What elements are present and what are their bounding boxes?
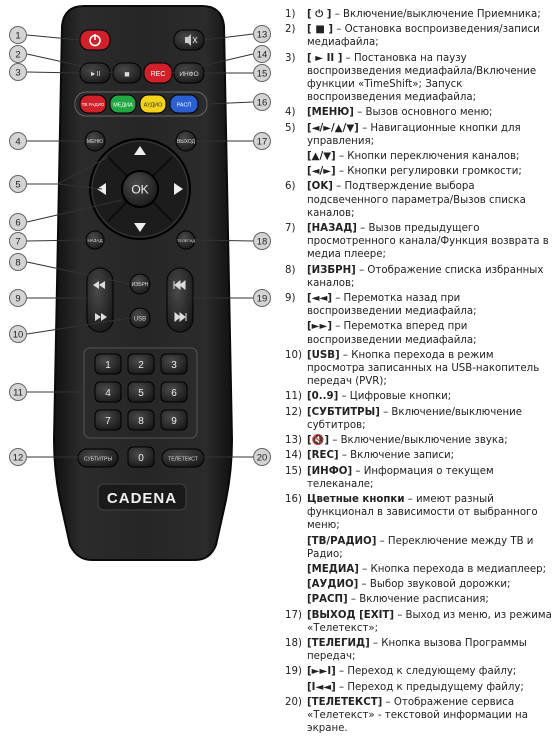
legend-key: [◄/►/▲/▼] [307,122,359,134]
legend-text: – Вызов предыдущего просмотренного канала/Функция возврата в медиа плеере; [307,223,549,261]
legend-item [285,390,553,403]
legend-body [307,264,553,290]
rec-label: REC [150,71,166,78]
legend-body [307,151,519,162]
callout-12 [10,449,27,466]
legend-subitem [285,320,553,346]
legend-text: – Кнопки регулировки громкости; [335,166,522,178]
callout-label: 14 [256,49,268,61]
teleguide-button[interactable] [177,231,195,249]
legend-text: – Включение расписания; [347,594,489,606]
legend-item [285,406,553,432]
legend-text: – Постановка на паузу воспроизведения медиафайла/Включение функции «TimeShift»; Запуск воспроизведения медиафайла; [307,52,537,104]
favorites-label: ИЗБРН [131,282,149,288]
legend-body [307,579,510,590]
legend-key: [ ■ ] [307,24,334,36]
legend-key: Цветные кнопки [307,493,405,505]
legend-number: 19) [285,666,302,678]
callout-label: 13 [256,29,268,41]
legend-number: 6) [285,181,296,193]
legend-number: 1) [285,9,296,20]
legend-item [285,696,553,736]
legend-body [307,52,553,105]
media-label: МЕДИА [113,102,133,109]
legend-number: 11) [285,391,302,403]
callout-17 [254,133,271,150]
legend-text: – Кнопка вызова Программы передач; [307,637,527,663]
legend-number: 15) [285,465,302,477]
legend-key: [🔇] [307,435,329,447]
legend-body [307,465,553,491]
legend-item [285,493,553,533]
legend-body [307,594,489,605]
rasp-label: РАСП [176,102,192,109]
legend-text: – Переход к следующему файлу; [335,666,517,678]
legend-subitem [285,150,553,163]
legend-body [307,222,553,262]
legend-subitem [285,165,553,178]
legend-text: – Переключение между ТВ и Радио; [307,535,534,560]
legend-key: [ТВ/РАДИО] [307,535,377,547]
legend-number: 14) [285,450,302,462]
legend-body [307,406,553,432]
legend-text: – Перемотка назад при воспроизведении медиафайла; [307,293,477,318]
legend-number: 4) [285,107,296,119]
numeric-keypad [95,354,187,430]
callout-label: 5 [15,179,21,191]
digit-2-label: 2 [138,360,144,371]
callout-2 [10,46,27,63]
stop-button[interactable] [113,63,141,83]
legend-item [285,8,553,21]
usb-label: USB [133,316,147,323]
digit-5-button[interactable] [128,382,154,402]
favorites-button[interactable] [130,274,150,294]
ok-label: OK [131,182,149,197]
legend-item [285,292,553,318]
legend-text: – имеют разный функционал в зависимости от выбранного меню; [307,493,538,532]
back-label: НАЗАД [87,238,103,243]
legend-key: [I◄◄] [307,681,336,693]
legend-text: – Навигационные кнопки для управления; [307,122,521,147]
legend-subitem [285,593,553,606]
callout-11 [10,384,27,401]
digit-4-button[interactable] [95,382,121,402]
legend-text: – Отображение сервиса «Телетекст» - текстовой информации на экране. [307,696,528,735]
callout-label: 4 [15,136,21,148]
legend-item [285,637,553,663]
legend-number: 20) [285,696,302,708]
power-button[interactable] [80,30,110,50]
legend-body [307,390,553,403]
legend-text: – Информация о текущем телеканале; [307,465,494,490]
digit-4-label: 4 [105,388,111,399]
legend-key: [РАСП] [307,594,348,606]
legend-key: [◄/►] [307,166,336,178]
media-button[interactable] [110,95,136,113]
callout-label: 10 [12,329,24,341]
legend-subitem [285,535,553,561]
info-button[interactable] [174,63,204,83]
legend-subitem [285,578,553,591]
legend-subitem [285,681,553,694]
legend-key: [►►I] [307,666,336,678]
legend-key: [◄◄] [307,293,332,305]
digit-6-button[interactable] [161,382,187,402]
legend-number: 5) [285,122,296,134]
legend-body [307,292,553,318]
legend-body [307,536,533,560]
legend-item [285,349,553,389]
audio-button[interactable] [140,95,166,113]
legend-key: [ТЕЛЕГИД] [307,637,370,649]
legend-number: 12) [285,406,302,418]
callout-19 [254,290,271,307]
legend-text: – Кнопки переключения каналов; [335,151,520,163]
legend-key: [▲/▼] [307,151,336,163]
callout-label: 19 [256,293,268,305]
digit-7-label: 7 [105,416,111,427]
legend-text: – Переход к предыдущему файлу; [335,681,524,693]
callout-label: 8 [15,257,21,269]
brand-logo-text: CADENA [106,490,178,507]
legend-number: 17) [285,609,302,621]
callout-20 [254,449,271,466]
legend-key: [АУДИО] [307,579,359,591]
legend-body [307,23,553,49]
legend-number: 8) [285,264,296,276]
legend-item [285,122,553,148]
legend-text: – Цифровые кнопки; [338,391,452,403]
tv-radio-button[interactable] [80,95,106,113]
digit-1-button[interactable] [95,354,121,374]
legend-key: [USB] [307,349,340,361]
legend-body [307,349,553,389]
digit-8-button[interactable] [128,410,154,430]
audio-label: АУДИО [143,102,163,109]
legend-number: 18) [285,637,302,649]
legend-text: – Включение/выключение Приемника; [331,9,541,20]
legend-body [307,682,524,693]
callout-1 [10,27,27,44]
legend-text: – Выход из меню, из режима «Телетекст»; [307,609,552,634]
legend-item [285,465,553,491]
legend-key: [ ► II ] [307,52,343,64]
callout-label: 1 [15,30,21,42]
legend-body [307,8,553,21]
info-label: ИНФО [179,71,199,78]
legend-text: – Вызов основного меню; [353,107,493,119]
legend-text: – Включение записи; [338,450,455,462]
legend-key: [ИЗБРН] [307,264,356,276]
mute-button[interactable] [174,30,204,50]
legend-item [285,106,553,119]
callout-3 [10,64,27,81]
legend-text: – Кнопка перехода в медиаплеер; [358,563,547,575]
callout-5 [10,176,27,193]
teletext-button[interactable] [162,449,204,467]
callout-9 [10,290,27,307]
digit-9-button[interactable] [161,410,187,430]
legend-key: [СУБТИТРЫ] [307,406,380,418]
legend-body [307,321,477,345]
legend-text: – Кнопка перехода в режим просмотра записанных на USB-накопитель передач (PVR); [307,349,540,388]
exit-button[interactable] [176,131,196,151]
legend [285,8,553,737]
back-button[interactable] [86,231,104,249]
legend-item [285,23,553,49]
callout-15 [254,65,271,82]
legend-key: [ИНФО] [307,465,353,477]
menu-label: МЕНЮ [86,139,104,145]
legend-key: [ ⏻ ] [307,9,332,20]
legend-key: [REC] [307,450,339,462]
legend-body [307,106,553,119]
legend-item [285,449,553,462]
legend-key: [НАЗАД] [307,223,357,235]
callout-16 [254,94,271,111]
callout-8 [10,254,27,271]
callout-label: 11 [13,387,23,399]
callout-10 [10,326,27,343]
subtitles-button[interactable] [78,449,118,467]
legend-body [307,180,553,220]
teleguide-label: ТЕЛЕГИД [176,238,196,243]
callout-label: 3 [15,67,21,79]
legend-body [307,564,546,575]
brand-logo [98,484,186,510]
legend-key: [МЕДИА] [307,563,359,575]
legend-text: – Отображение списка избранных каналов; [307,264,544,289]
callout-label: 2 [15,49,21,61]
digit-9-label: 9 [171,416,177,427]
legend-item [285,222,553,262]
rasp-button[interactable] [170,95,198,113]
tv-radio-label: ТВ РАДИО [81,102,105,107]
legend-body [307,609,553,635]
legend-body [307,122,553,148]
legend-item [285,264,553,290]
callout-7 [10,233,27,250]
legend-text: – Выбор звуковой дорожки; [358,579,511,591]
legend-key: [ТЕЛЕТЕКСТ] [307,696,383,708]
callout-label: 6 [15,217,21,229]
play-pause-label: ►II [89,71,101,78]
digit-0-label: 0 [138,453,144,464]
legend-number: 13) [285,435,302,447]
legend-item [285,665,553,678]
subtitles-label: СУБТИТРЫ [83,456,113,463]
play-pause-button[interactable] [80,63,110,83]
legend-body [307,166,522,177]
digit-1-label: 1 [105,360,111,371]
legend-text: – Перемотка вперед при воспроизведении медиафайла; [307,321,477,346]
legend-body [307,637,553,663]
digit-8-label: 8 [138,416,144,427]
legend-number: 10) [285,349,302,361]
digit-6-label: 6 [171,388,177,399]
callout-label: 17 [256,136,268,148]
legend-text: – Включение/выключение звука; [329,435,508,447]
callout-label: 7 [15,236,21,248]
legend-number: 16) [285,493,302,505]
prev-next-rocker [167,268,193,332]
callout-label: 15 [256,68,268,80]
legend-subitem [285,563,553,576]
legend-key: [►►] [307,321,332,333]
digit-0-button[interactable] [128,447,154,467]
callout-13 [254,26,271,43]
callout-label: 9 [15,293,21,305]
legend-body [307,493,553,533]
callout-label: 12 [12,452,24,464]
callout-4 [10,133,27,150]
legend-key: [МЕНЮ] [307,107,354,119]
legend-key: [OK] [307,181,333,193]
usb-button[interactable] [130,308,150,328]
legend-item [285,52,553,105]
ok-button[interactable] [122,171,158,207]
legend-number: 2) [285,24,296,36]
legend-body [307,665,553,678]
rec-button[interactable] [144,63,172,83]
legend-body [307,449,553,462]
callout-6 [10,214,27,231]
exit-label: ВЫХОД [176,139,196,145]
legend-key: [ВЫХОД [EXIT] [307,609,394,621]
stop-label: ■ [124,69,130,79]
digit-3-button[interactable] [161,354,187,374]
legend-text: – Включение/выключение субтитров; [307,406,523,431]
digit-5-label: 5 [138,388,144,399]
legend-number: 7) [285,223,296,235]
legend-body [307,434,553,447]
legend-text: – Подтверждение выбора подсвеченного параметра/Вызов списка каналов; [307,181,526,219]
callout-14 [254,46,271,63]
menu-button[interactable] [85,131,105,151]
legend-key: [0..9] [307,391,339,403]
digit-3-label: 3 [171,360,177,371]
legend-item [285,609,553,635]
legend-number: 9) [285,293,296,305]
callout-label: 18 [256,236,268,248]
callout-label: 20 [256,452,268,464]
digit-2-button[interactable] [128,354,154,374]
legend-number: 3) [285,52,296,64]
teletext-label: ТЕЛЕТЕКСТ [168,456,198,463]
legend-body [307,696,553,736]
callout-18 [254,233,271,250]
callout-label: 16 [256,97,268,109]
legend-text: – Остановка воспроизведения/записи медиафайла; [307,24,540,49]
legend-item [285,434,553,447]
legend-item [285,180,553,220]
digit-7-button[interactable] [95,410,121,430]
